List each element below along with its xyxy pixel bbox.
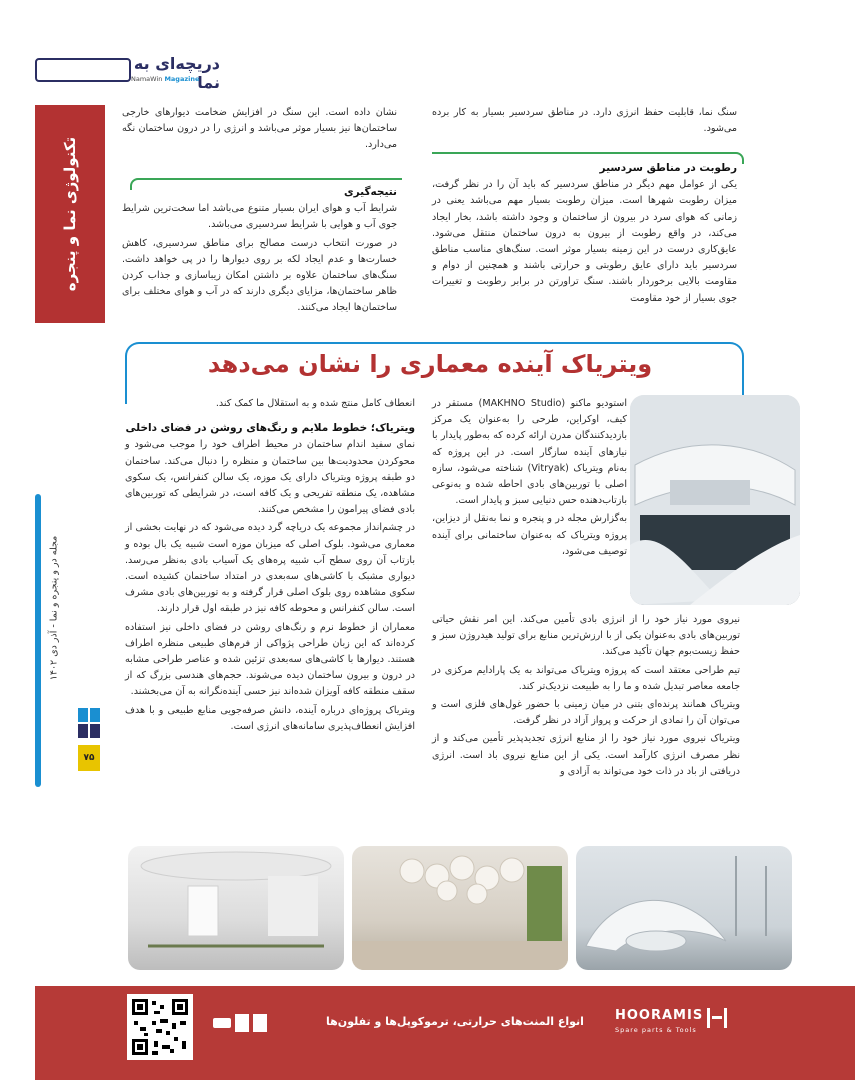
- window-icon: [78, 708, 100, 738]
- paragraph: در چشم‌انداز مجموعه یک دریاچه گرد دیده می‌شود که در نهایت بخشی از معماری می‌شود. بلوک اصلی که میزبان موزه است شبیه یک بال بوده و بازتاب آن روی سطح آب شبیه پره‌های یک آسیاب بادی به‌نظر می‌رسد. دیواری مشبک با کاشی‌های سه‌بعدی در امتداد ساختمان کشیده است. سکوی مشاهده روی بلوک اصلی قرار گرفته و به توربین‌های بادی مشرف است. سالن کنفرانس و محوطه کافه نیز در طبقه اول قرار دارند.: [125, 522, 415, 615]
- issue-info-text: مجله در و پنجره و نما - آذر دی ۱۴۰۲: [48, 535, 60, 680]
- qr-code-pattern: [130, 997, 190, 1057]
- right-column-top: [432, 396, 627, 562]
- footer-ad-text: انواع المنت‌های حرارتی، ترموکوپل‌ها و تفلون‌ها: [326, 1015, 584, 1028]
- paragraph: تیم طراحی معتقد است که پروژه ویتریاک می‌تواند به یک پارادایم مرکزی در جامعه معاصر تبدیل شده و ما را به طبیعت نزدیک‌تر کند.: [432, 664, 740, 692]
- paragraph: نشان داده است. این سنگ در افزایش ضخامت دیوارهای خارجی ساختمان‌ها نیز بسیار موثر می‌باشد و انرژی را در درون ساختمان نگه می‌دارد.: [122, 107, 397, 151]
- top-right-text: [432, 105, 737, 139]
- photo-interior-cafe: [352, 846, 568, 970]
- paragraph: ویتریاک همانند پرنده‌ای بتنی در میان زمینی با حضور غول‌های فلزی است و می‌توان آن را نمادی از حرکت و پرواز آزاد در نظر گرفت.: [432, 699, 740, 727]
- title-accent: [125, 382, 740, 384]
- paragraph: نیروی مورد نیاز خود را از انرژی بادی تأمین می‌کند. این امر نقش حیاتی توربین‌های بادی به‌عنوان یکی از با ارزش‌ترین منابع برای تولید هیدروژن سبز و حفظ زیست‌بوم جهان تأکید می‌کند.: [432, 614, 740, 658]
- footer-brand-sub: Spare parts & Tools: [615, 1026, 697, 1034]
- qr-code[interactable]: [127, 994, 193, 1060]
- conclusion-title: نتیجه‌گیری: [344, 186, 397, 198]
- left-column: [125, 396, 415, 737]
- issue-info: [40, 515, 68, 700]
- paragraph: سنگ نما، قابلیت حفظ انرژی دارد. در مناطق سردسیر بسیار به کار برده می‌شود.: [432, 107, 737, 135]
- article-title: ویتریاک آینده معماری را نشان می‌دهد: [200, 345, 660, 383]
- section-tab-label: تکنولوژی نما و پنجره: [61, 136, 79, 292]
- paragraph: در صورت انتخاب درست مصالح برای مناطق سردسیری، کاهش خسارت‌ها و عدم ایجاد لکه بر روی دیوارها را در پی خواهد داشت. سنگ‌های ساختمان علاوه بر داشتن امکان زیبا‌سازی و جذاب کردن ظاهر ساختمان‌ها، مزایای دیگری دارند که در آب و هوای مختلف برای ساختمان‌ها ایجاد می‌کنند.: [122, 237, 397, 314]
- top-left-text: [122, 105, 397, 156]
- photo-interior-cafe-drawing: [352, 846, 568, 970]
- conclusion-section: [122, 182, 397, 319]
- footer-ad: [35, 986, 855, 1080]
- paragraph: یکی از عوامل مهم دیگر در مناطق سردسیر که باید آن را در نظر گرفت، میزان رطوبت شهرها است. میزان رطوبت بسیار مهم می‌باشد یعنی در زمانی که هوای سرد در بیرون از ساختمان و وجود داشته باشد، بخار ایجاد می‌کند، در واقع رطوبت از بیرون به درون ساختمان منتقل می‌شود. عایق‌کاری درست در این زمینه بسیار موثر است. سنگ‌های مناسب مناطق سردسیر باید دارای عایق رطوبتی و حرارتی باشند و همچنین از دوام و مقاومت بالایی برخوردار باشند. سنگ تراورتن در برابر رطوبت و تغییرات جوی بسیار از خود مقاومت: [432, 179, 737, 304]
- right-column-bottom: [432, 612, 740, 782]
- humidity-section: [432, 158, 737, 309]
- footer-brand-icon: [707, 1008, 727, 1028]
- photo-exterior-sculpture: [576, 846, 792, 970]
- paragraph: شرایط آب و هوای ایران بسیار متنوع می‌باشد اما سخت‌ترین شرایط جوی آب و هوایی با شرایط سردسیری می‌باشد.: [122, 203, 397, 231]
- photo-exterior-sculpture-drawing: [576, 846, 792, 970]
- logo-icon: [35, 58, 131, 82]
- paragraph: به‌گزارش مجله در و پنجره و نما به‌نقل از دیزاین، پروژه ویتریاک که به‌عنوان ساختمانی برای آینده توصیف می‌شود،: [432, 513, 627, 557]
- section-tab: [35, 105, 105, 323]
- paragraph: ویتریاک نیروی مورد نیاز خود را از منابع انرژی تجدیدپذیر تأمین می‌کند و از نظر مصرف انرژی کارآمد است. یکی از این منابع نیروی باد است. انرژی دریافتی از باد در ذات خود می‌تواند به آزادی و: [432, 733, 740, 777]
- left-column-subhead: ویتریاک؛ خطوط ملایم و رنگ‌های روشن در فضای داخلی: [125, 422, 415, 435]
- photo-interior-hall: [128, 846, 344, 970]
- footer-brand-name: HOORAMIS: [615, 1008, 704, 1023]
- humidity-title: رطوبت در مناطق سردسیر: [599, 162, 737, 174]
- hero-image-drawing: [630, 395, 800, 605]
- paragraph: استودیو ماکنو (MAKHNO Studio) مستقر در کیف، اوکراین، طرحی را به‌عنوان یک مرکز بازدیدکنندگان مدرن ارائه کرده که به‌طور پایدار با نیازهای آینده سازگار است. در این پروژه که به‌نام ویتریاک (Vitryak) شناخته می‌شود، سازه اصلی با توربین‌های بادی احاطه شده و به‌نوعی بازتاب‌دهنده حس دنیایی سبز و پایدار است.: [432, 398, 627, 507]
- footer-brand: [615, 1006, 755, 1040]
- paragraph: نمای سفید اندام ساختمان در محیط اطراف خود را موجب می‌شود و محوکردن محدودیت‌ها بین ساختمان و منظره را دنبال می‌کند. ساختمان دو طبقه پروژه ویتریاک دارای یک موزه، یک سالن کنفرانس، یک سکوی مشاهده، یک منطقه تفریحی و یک کافه است، در شرایطی که توربین‌های بادی فضای پیرامون را مشخص می‌کنند.: [125, 439, 415, 516]
- paragraph: انعطاف کامل منتج شده و به استقلال ما کمک کند.: [215, 398, 415, 409]
- photo-interior-hall-drawing: [128, 846, 344, 970]
- page-number: ۷۵: [78, 745, 100, 771]
- footer-logo-mark: [213, 1014, 271, 1032]
- paragraph: ویتریاک پروژه‌ای درباره آینده، دانش صرفه‌جویی منابع طبیعی و با هدف افزایش انعطاف‌پذیری سامانه‌های انرژی است.: [125, 704, 415, 732]
- hero-image-vitryak-exterior: [630, 395, 800, 605]
- logo-text-fa: دریچه‌ای به نما: [133, 54, 220, 92]
- logo-text-en: NamaWin Magazine: [131, 75, 200, 83]
- paragraph: معماران از خطوط نرم و رنگ‌های روشن در فضای داخلی نیز استفاده کرده‌اند که این زبان طراحی پژواکی از فرم‌های طبیعی منظره اطراف هستند. دیوارها با کاشی‌های سه‌بعدی تزئین شده و عناصر طراحی مشابه در درون و بیرون ساختمان دیده می‌شوند. حجم‌های هندسی بزرگ که از سقف منطقه کافه آویزان شده‌اند نیز حسی آینده‌نگرانه به آن می‌بخشند.: [125, 621, 415, 698]
- masthead-logo: [35, 46, 220, 92]
